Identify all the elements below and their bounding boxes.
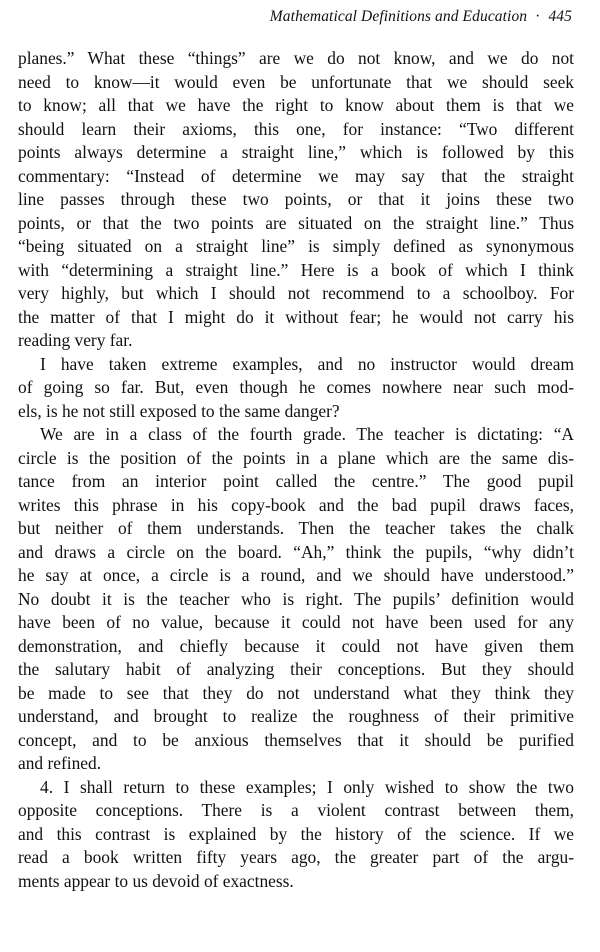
text-line: understand, and brought to realize the roughness of their primitive xyxy=(18,706,574,726)
text-line: the salutary habit of analyzing their conceptions. But they should xyxy=(18,659,574,679)
text-line: reading very far. xyxy=(18,330,133,350)
text-line: I have taken extreme examples, and no instructor would dream xyxy=(40,353,574,374)
text-line: of going so far. But, even though he comes nowhere near such mod- xyxy=(18,377,574,397)
text-line: with “determining a straight line.” Here is a book of which I think xyxy=(18,259,574,280)
text-line: 4. I shall return to these examples; I only wished to show the two xyxy=(40,776,574,797)
page-number: 445 xyxy=(548,8,572,25)
text-line: “being situated on a straight line” is simply defined as synonymous xyxy=(18,236,574,256)
text-line: should learn their axioms, this one, for instance: “Two different xyxy=(18,118,574,139)
text-line: to know; all that we have the right to know about them is that we xyxy=(18,95,574,115)
text-line: No doubt it is the teacher who is right. The pupils’ definition would xyxy=(18,588,574,609)
body-text xyxy=(18,47,574,893)
text-line: but neither of them understands. Then the teacher takes the chalk xyxy=(18,518,574,538)
text-line: line passes through these two points, or that it joins these two xyxy=(18,189,574,209)
text-line: commentary: “Instead of determine we may say that the straight xyxy=(18,165,574,186)
header-separator: · xyxy=(535,8,541,25)
text-line: circle is the position of the points in a plane which are the same dis- xyxy=(18,447,574,468)
text-line: he say at once, a circle is a round, and we should have understood.” xyxy=(18,565,574,585)
text-line: demonstration, and chiefly because it could not have given them xyxy=(18,635,574,656)
text-line: and draws a circle on the board. “Ah,” think the pupils, “why didn’t xyxy=(18,541,574,562)
text-line: the matter of that I might do it without fear; he would not carry his xyxy=(18,306,574,327)
text-line: need to know—it would even be unfortunate that we should seek xyxy=(18,71,574,92)
text-line: read a book written fifty years ago, the greater part of the argu- xyxy=(18,847,574,867)
text-line: tance from an interior point called the centre.” The good pupil xyxy=(18,471,574,491)
text-line: els, is he not still exposed to the same danger? xyxy=(18,400,340,421)
running-title: Mathematical Definitions and Education xyxy=(269,8,528,25)
text-line: be made to see that they do not understand what they think they xyxy=(18,682,574,703)
text-line: very highly, but which I should not recommend to a schoolboy. For xyxy=(18,283,574,303)
text-line: planes.” What these “things” are we do not know, and we do not xyxy=(18,48,574,68)
text-line: We are in a class of the fourth grade. The teacher is dictating: “A xyxy=(40,424,574,444)
text-line: writes this phrase in his copy-book and the bad pupil draws faces, xyxy=(18,494,574,515)
text-line: points, or that the two points are situated on the straight line.” Thus xyxy=(18,212,574,233)
text-line: and refined. xyxy=(18,753,102,773)
text-line: have been of no value, because it could not have been used for any xyxy=(18,612,574,632)
text-line: ments appear to us devoid of exactness. xyxy=(18,870,294,891)
text-line: opposite conceptions. There is a violent contrast between them, xyxy=(18,800,574,820)
text-line: points always determine a straight line,” which is followed by this xyxy=(18,142,574,162)
text-line: and this contrast is explained by the history of the science. If we xyxy=(18,823,574,844)
text-line: concept, and to be anxious themselves that it should be purified xyxy=(18,729,574,750)
running-head xyxy=(270,8,572,26)
